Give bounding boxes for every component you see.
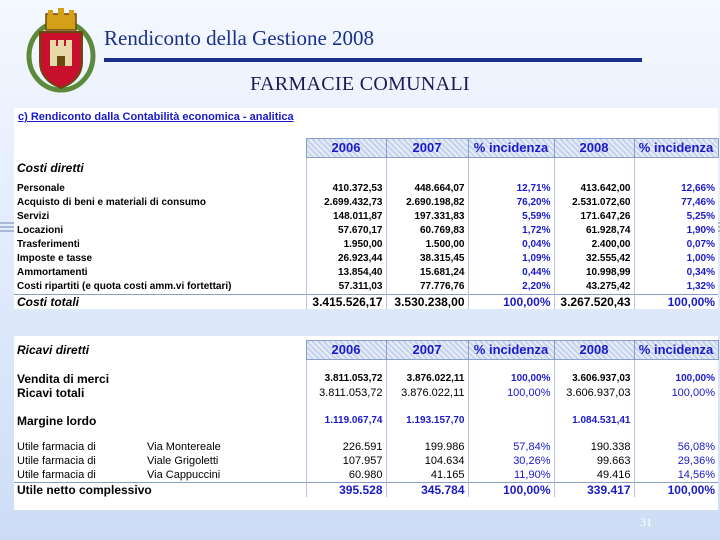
- cell-pct-2007: 11,90%: [468, 468, 554, 483]
- cell-pct-2008: 12,66%: [634, 182, 718, 196]
- section-title: c) Rendiconto dalla Contabilità economica - analitica: [18, 111, 294, 123]
- cell-2006: 60.980: [306, 468, 386, 483]
- cell-2008: 3.606.937,03: [554, 386, 634, 400]
- cell-2008: 2.531.072,60: [554, 196, 634, 210]
- cell-2006: 395.528: [306, 483, 386, 498]
- cell-2007: 60.769,83: [386, 224, 468, 238]
- group-label-row: [14, 158, 718, 178]
- cell-pct-2008: 1,90%: [634, 224, 718, 238]
- column-header: 2007: [386, 341, 468, 360]
- table-row: [14, 440, 718, 454]
- title-underline: [104, 58, 642, 62]
- cell-2007: 3.530.238,00: [386, 294, 468, 309]
- column-header: % incidenza: [468, 341, 554, 360]
- cell-2007: 2.690.198,82: [386, 196, 468, 210]
- side-marker-left: [0, 222, 14, 234]
- cell-2008: 171.647,26: [554, 210, 634, 224]
- total-label: Costi totali: [14, 294, 306, 309]
- cell-2008: 10.998,99: [554, 266, 634, 280]
- table-row: [14, 252, 718, 266]
- cell-pct-2008: 100,00%: [634, 372, 718, 386]
- costs-table: [14, 138, 719, 309]
- cell-pct-2007: 2,20%: [468, 280, 554, 295]
- cell-2008: 339.417: [554, 483, 634, 498]
- cell-2006: 2.699.432,73: [306, 196, 386, 210]
- row-label: Personale: [17, 182, 65, 194]
- cell-pct-2007: 12,71%: [468, 182, 554, 196]
- cell-2007: 345.784: [386, 483, 468, 498]
- column-header: 2006: [306, 341, 386, 360]
- cell-2007: 104.634: [386, 454, 468, 468]
- cell-2008: 49.416: [554, 468, 634, 483]
- cell-pct-2008: 0,34%: [634, 266, 718, 280]
- cell-2006: 13.854,40: [306, 266, 386, 280]
- page-subtitle: FARMACIE COMUNALI: [250, 73, 470, 95]
- cell-2007: 1.193.157,70: [386, 414, 468, 428]
- table-row: [14, 468, 718, 483]
- cell-2007: 15.681,24: [386, 266, 468, 280]
- costs-header-row: [14, 139, 718, 158]
- row-label: Ricavi totali: [17, 386, 85, 400]
- spacer-row: [14, 428, 718, 440]
- cell-2007: 199.986: [386, 440, 468, 454]
- cell-2006: 57.670,17: [306, 224, 386, 238]
- cell-2007: 197.331,83: [386, 210, 468, 224]
- cell-2008: 3.267.520,43: [554, 294, 634, 309]
- cell-2007: 1.500,00: [386, 238, 468, 252]
- cell-2008: 2.400,00: [554, 238, 634, 252]
- cell-2006: 107.957: [306, 454, 386, 468]
- cell-pct-2008: 56,08%: [634, 440, 718, 454]
- table-row: [14, 266, 718, 280]
- cell-pct-2007: 57,84%: [468, 440, 554, 454]
- row-label: Utile farmacia di: [17, 441, 96, 453]
- cell-pct-2007: 100,00%: [468, 372, 554, 386]
- cell-2008: 99.663: [554, 454, 634, 468]
- cell-pct-2008: 1,32%: [634, 280, 718, 295]
- table-row: [14, 182, 718, 196]
- cell-2007: 448.664,07: [386, 182, 468, 196]
- table-row: [14, 196, 718, 210]
- cell-pct-2007: 100,00%: [468, 483, 554, 498]
- cell-2006: 3.811.053,72: [306, 372, 386, 386]
- row-location: Via Montereale: [147, 441, 221, 453]
- cell-pct-2007: 5,59%: [468, 210, 554, 224]
- row-label: Utile farmacia di: [17, 455, 96, 467]
- cell-2008: 413.642,00: [554, 182, 634, 196]
- row-label: Servizi: [17, 210, 50, 222]
- table-row: [14, 210, 718, 224]
- cell-pct-2007: 30,26%: [468, 454, 554, 468]
- row-label: Trasferimenti: [17, 238, 80, 250]
- margin-row: [14, 414, 718, 428]
- cell-pct-2007: 100,00%: [468, 386, 554, 400]
- cell-2007: 38.315,45: [386, 252, 468, 266]
- table-row: [14, 454, 718, 468]
- revenues-header-row: [14, 341, 718, 360]
- cell-2008: 32.555,42: [554, 252, 634, 266]
- cell-2008: 1.084.531,41: [554, 414, 634, 428]
- column-header: 2008: [554, 341, 634, 360]
- table-row: [14, 386, 718, 400]
- cell-pct-2008: 100,00%: [634, 386, 718, 400]
- cell-pct-2008: 5,25%: [634, 210, 718, 224]
- column-header: 2006: [306, 139, 386, 158]
- spacer-row: [14, 360, 718, 373]
- column-header: 2007: [386, 139, 468, 158]
- row-label: Locazioni: [17, 224, 64, 236]
- cell-pct-2008: 0,07%: [634, 238, 718, 252]
- cell-pct-2007: 0,04%: [468, 238, 554, 252]
- table-row: [14, 280, 718, 295]
- row-location: Viale Grigoletti: [147, 455, 219, 467]
- cell-pct-2008: 29,36%: [634, 454, 718, 468]
- cell-pct-2007: 76,20%: [468, 196, 554, 210]
- cell-2008: 61.928,74: [554, 224, 634, 238]
- costs-total-row: [14, 294, 718, 309]
- cell-pct-2008: 77,46%: [634, 196, 718, 210]
- net-profit-row: [14, 483, 718, 498]
- cell-2008: 3.606.937,03: [554, 372, 634, 386]
- column-header: % incidenza: [634, 341, 718, 360]
- row-label: Costi ripartiti (e quota costi amm.vi fortettari): [17, 280, 232, 292]
- page-number: 31: [640, 515, 652, 529]
- row-label: Margine lordo: [17, 414, 97, 428]
- table-row: [14, 238, 718, 252]
- table-row: [14, 224, 718, 238]
- cell-pct-2008: 14,56%: [634, 468, 718, 483]
- cell-2006: 57.311,03: [306, 280, 386, 295]
- column-header: % incidenza: [634, 139, 718, 158]
- column-header: % incidenza: [468, 139, 554, 158]
- cell-2006: 148.011,87: [306, 210, 386, 224]
- total-label: Utile netto complessivo: [14, 483, 306, 498]
- cell-2007: 41.165: [386, 468, 468, 483]
- cell-pct-2007: 1,72%: [468, 224, 554, 238]
- spacer-row: [14, 400, 718, 414]
- row-label: Utile farmacia di: [17, 469, 96, 481]
- row-label: Ammortamenti: [17, 266, 88, 278]
- group-label: Ricavi diretti: [17, 343, 90, 357]
- cell-pct-2007: 1,09%: [468, 252, 554, 266]
- cell-2008: 43.275,42: [554, 280, 634, 295]
- cell-2006: 410.372,53: [306, 182, 386, 196]
- cell-2006: 26.923,44: [306, 252, 386, 266]
- cell-2006: 3.415.526,17: [306, 294, 386, 309]
- cell-pct-2008: 100,00%: [634, 294, 718, 309]
- cell-2007: 77.776,76: [386, 280, 468, 295]
- cell-2007: 3.876.022,11: [386, 372, 468, 386]
- costs-panel: [14, 108, 718, 309]
- cell-2008: 190.338: [554, 440, 634, 454]
- cell-pct-2008: 1,00%: [634, 252, 718, 266]
- row-label: Vendita di merci: [17, 372, 110, 386]
- cell-2006: 1.119.067,74: [306, 414, 386, 428]
- cell-pct-2008: 100,00%: [634, 483, 718, 498]
- cell-2006: 226.591: [306, 440, 386, 454]
- group-label: Costi diretti: [17, 160, 84, 175]
- row-label: Acquisto di beni e materiali di consumo: [17, 196, 206, 208]
- cell-pct-2007: 100,00%: [468, 294, 554, 309]
- page-title: Rendiconto della Gestione 2008: [104, 26, 375, 50]
- row-label: Imposte e tasse: [17, 252, 93, 264]
- column-header: 2008: [554, 139, 634, 158]
- revenues-table: [14, 340, 719, 497]
- cell-pct-2007: 0,44%: [468, 266, 554, 280]
- table-row: [14, 372, 718, 386]
- revenues-panel: [14, 336, 718, 510]
- cell-2006: 1.950,00: [306, 238, 386, 252]
- row-location: Via Cappuccini: [147, 469, 221, 481]
- cell-2006: 3.811.053,72: [306, 386, 386, 400]
- cell-2007: 3.876.022,11: [386, 386, 468, 400]
